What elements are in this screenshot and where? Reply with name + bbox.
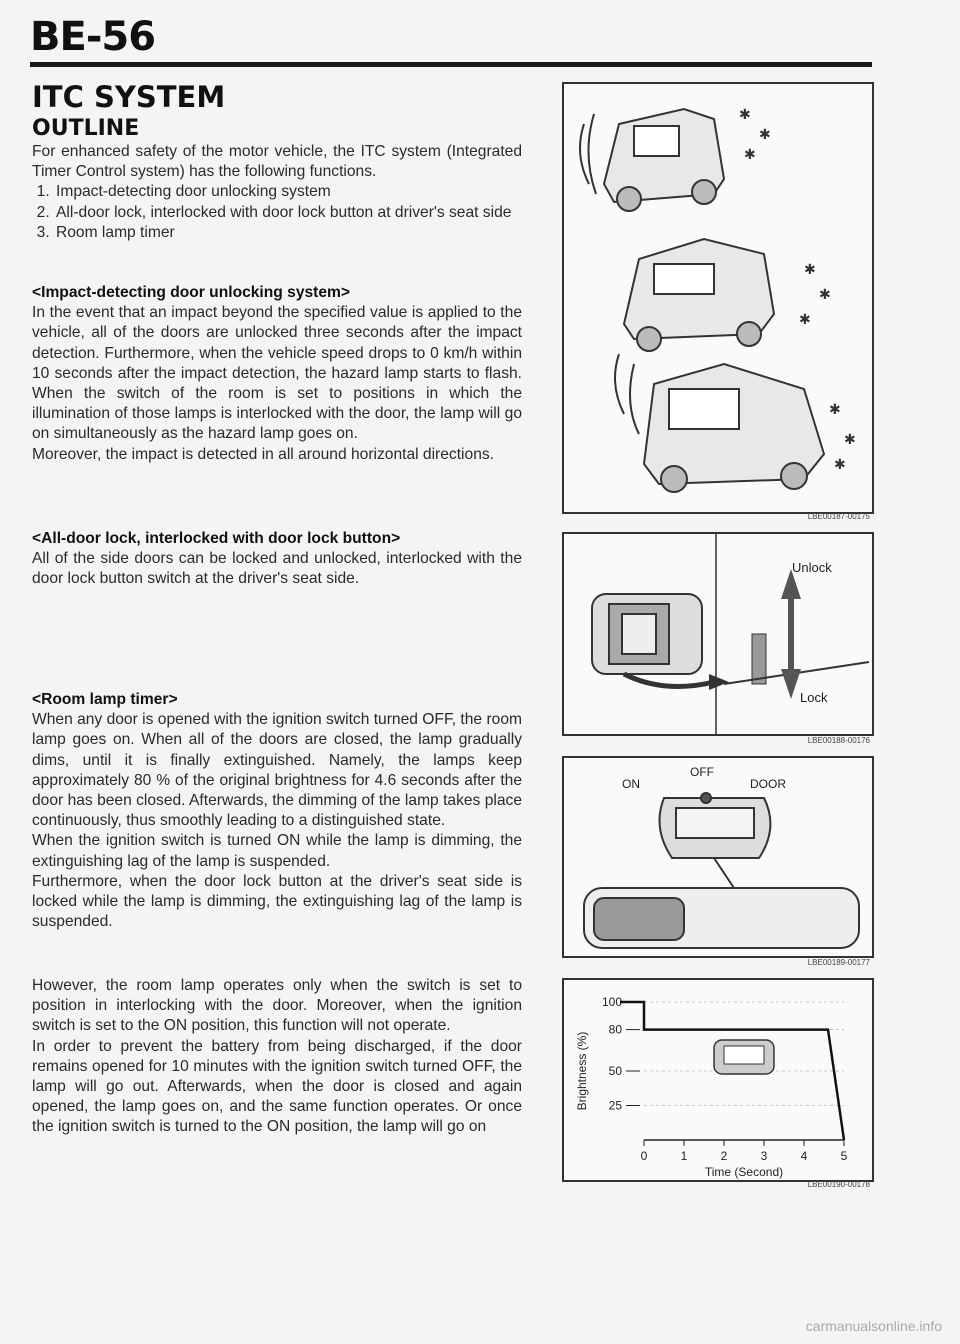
figure-room-lamp — [562, 756, 874, 958]
watermark: carmanualsonline.info — [805, 1318, 942, 1334]
off-label: OFF — [690, 765, 714, 779]
roomlamp-p3: Furthermore, when the door lock button at the driver's seat side is locked while the lamp is dimming, the extinguishing lag of the lamp is suspended. — [32, 872, 522, 931]
impact-body: In the event that an impact beyond the specified value is applied to the vehicle, all of the doors are unlocked three seconds after the impact detection. Furthermore, when the vehicle speed drops to 0 km/h within 10 seconds after the impact detection, the hazard lamp starts to flash. When the switch of the room is set to positions in which the illumination of those lamps is interlocked with the door, the lamp will go on simultaneously as the hazard lamp goes on. — [32, 304, 522, 443]
x-tick-label: 2 — [720, 1149, 728, 1163]
y-tick-label: 25 — [608, 1098, 622, 1113]
roomlamp-section-2 — [32, 976, 522, 1138]
figure-impact-cars — [562, 82, 874, 514]
roomlamp-p1: When any door is opened with the ignition switch turned OFF, the room lamp goes on. When all of the doors are closed, the lamp gradually dims, until it is finally extinguished. Namely, the lamps keep approximately 80 % of the original brightness for 4.6 seconds after the door has been closed. Afterwards, the dimming of the lamp takes place continuously, thus smoothly leading to a distinguished state. — [32, 711, 522, 830]
impact-section — [32, 283, 522, 465]
x-tick-label: 5 — [840, 1149, 848, 1163]
roomlamp-section — [32, 690, 522, 932]
unlock-label: Unlock — [792, 560, 832, 575]
x-tick-label: 1 — [680, 1149, 688, 1163]
roomlamp-p5: In order to prevent the battery from being discharged, if the door remains opened for 10 minutes with the ignition switch turned OFF, the lamp will go out. Afterwards, when the door is closed and again opened, the lamp goes on, and the same function operates. Or once the ignition switch is turned to the ON position, the lamp will go on — [32, 1037, 522, 1136]
lock-label: Lock — [800, 690, 828, 705]
x-tick-label: 4 — [800, 1149, 808, 1163]
roomlamp-p2: When the ignition switch is turned ON while the lamp is dimming, the extinguishing lag of the lamp is suspended. — [32, 832, 522, 870]
y-tick-label: 100 — [601, 995, 622, 1009]
svg-text:✱: ✱ — [819, 287, 831, 303]
function-list — [32, 182, 522, 243]
svg-text:✱: ✱ — [844, 432, 856, 448]
alldoor-heading: <All-door lock, interlocked with door lock button> — [32, 530, 401, 547]
roomlamp-heading: <Room lamp timer> — [32, 691, 178, 708]
page-title: ITC SYSTEM — [32, 80, 226, 114]
figure-lock-button — [562, 532, 874, 736]
function-item: 2. All-door lock, interlocked with door lock button at driver's seat side — [54, 203, 522, 223]
svg-text:✱: ✱ — [739, 107, 751, 123]
outline-intro: For enhanced safety of the motor vehicle, the ITC system (Integrated Timer Control system) has the following functions. — [32, 143, 522, 181]
on-label: ON — [622, 777, 640, 791]
function-item: 3. Room lamp timer — [54, 223, 522, 243]
figure-code: LBE00187-00175 — [807, 512, 870, 521]
door-label: DOOR — [750, 777, 786, 791]
alldoor-section — [32, 529, 522, 590]
y-axis-label: Brightness (%) — [575, 1031, 589, 1111]
impact-body-2: Moreover, the impact is detected in all around horizontal directions. — [32, 445, 494, 463]
y-tick-label: 80 — [608, 1022, 622, 1037]
impact-heading: <Impact-detecting door unlocking system> — [32, 284, 351, 301]
outline-section — [32, 142, 522, 243]
function-item: 1. Impact-detecting door unlocking system — [54, 182, 522, 202]
figure-brightness-chart — [562, 978, 874, 1182]
brightness-chart — [564, 980, 872, 1180]
svg-text:✱: ✱ — [799, 312, 811, 328]
x-tick-label: 0 — [640, 1149, 648, 1163]
svg-text:✱: ✱ — [829, 402, 841, 418]
svg-text:✱: ✱ — [744, 147, 756, 163]
svg-text:✱: ✱ — [834, 457, 846, 473]
header-rule — [30, 62, 872, 67]
page-code: BE-56 — [30, 14, 156, 60]
x-axis-label: Time (Second) — [704, 1165, 784, 1179]
figure-code: LBE00190-00178 — [807, 1180, 870, 1189]
y-tick-label: 50 — [608, 1064, 622, 1078]
car-illustration — [564, 84, 872, 512]
room-lamp-illustration — [564, 758, 872, 956]
lamp-lens — [724, 1046, 764, 1064]
roomlamp-p4: However, the room lamp operates only when the switch is set to position in interlocking with the door. Moreover, when the ignition switch is set to the ON position, this function will not operate. — [32, 977, 522, 1035]
figure-code: LBE00189-00177 — [807, 958, 870, 967]
svg-text:✱: ✱ — [804, 262, 816, 278]
figure-code: LBE00188-00176 — [807, 736, 870, 745]
lock-button-illustration — [564, 534, 872, 734]
alldoor-body: All of the side doors can be locked and unlocked, interlocked with the door lock button switch at the driver's seat side. — [32, 550, 522, 588]
svg-text:✱: ✱ — [759, 127, 771, 143]
outline-heading: OUTLINE — [32, 116, 140, 141]
x-tick-label: 3 — [760, 1149, 768, 1163]
